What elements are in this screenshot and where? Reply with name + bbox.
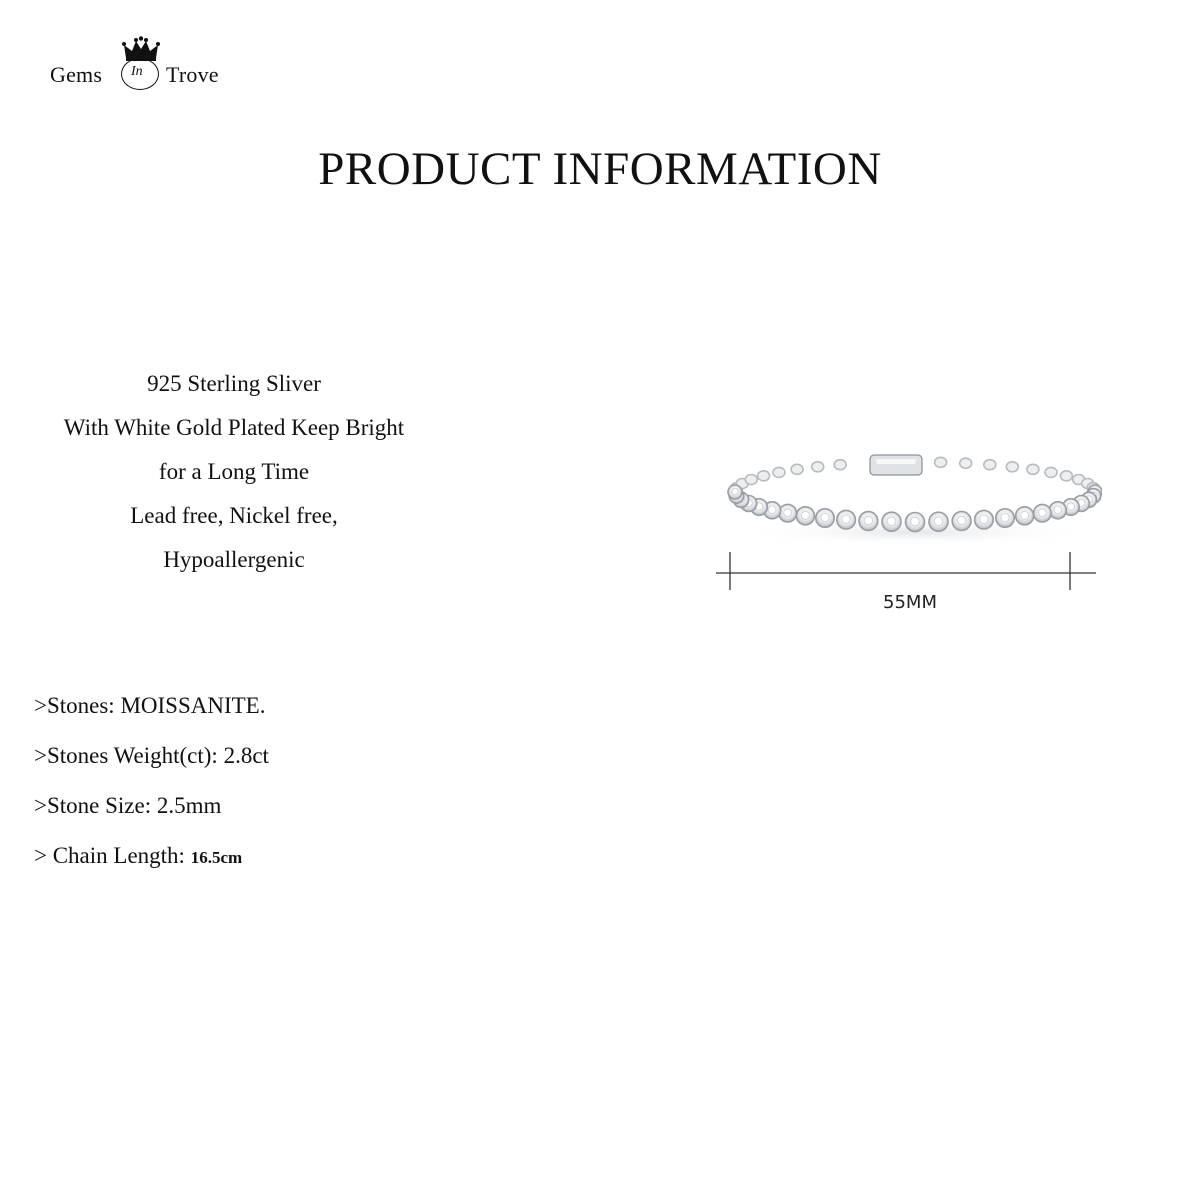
- brand-name-middle: In: [131, 64, 143, 79]
- stone-facet: [1067, 503, 1074, 510]
- spec-value: 16.5cm: [190, 848, 243, 867]
- page-title: PRODUCT INFORMATION: [318, 143, 882, 195]
- bracelet-link: [773, 467, 785, 477]
- spec-stone-size: [34, 784, 269, 834]
- bracelet-link: [960, 458, 972, 468]
- bracelet-link: [1006, 462, 1018, 472]
- spec-list: [34, 684, 269, 884]
- feature-line: Lead free, Nickel free,: [130, 503, 338, 528]
- brand-name-left: Gems: [50, 62, 103, 87]
- bracelet-link: [1045, 467, 1057, 477]
- spec-label: >Stone Size:: [34, 793, 157, 818]
- stone-facet: [1054, 506, 1062, 514]
- bracelet-link: [834, 460, 846, 470]
- clasp: [870, 455, 922, 475]
- spec-label: >Stones:: [34, 693, 121, 718]
- spec-stones: [34, 684, 269, 734]
- spec-value: 2.8ct: [223, 743, 269, 768]
- dimension-label: 55MM: [883, 592, 937, 613]
- bracelet-image: [712, 440, 1102, 600]
- spec-value: 2.5mm: [156, 793, 222, 818]
- stone-facet: [957, 516, 965, 524]
- bracelet-link: [758, 471, 770, 481]
- bracelet-link: [984, 460, 996, 470]
- feature-list: [20, 362, 448, 582]
- spec-chain-length: [34, 834, 269, 884]
- bracelet-link: [745, 475, 757, 485]
- stone-facet: [1038, 509, 1046, 517]
- stone-facet: [1021, 511, 1029, 519]
- bracelet-link: [791, 464, 803, 474]
- stone-facet: [801, 511, 809, 519]
- stone-facet: [732, 488, 738, 494]
- bracelet-link: [935, 457, 947, 467]
- brand-name-right: Trove: [166, 62, 219, 87]
- feature-line: for a Long Time: [158, 459, 310, 484]
- spec-stones-weight: [34, 734, 269, 784]
- feature-line: Hypoallergenic: [163, 547, 305, 572]
- stone-facet: [784, 509, 792, 517]
- stone-facet: [911, 517, 920, 526]
- bracelet-link: [812, 462, 824, 472]
- stone-facet: [1001, 513, 1009, 521]
- spec-value: MOISSANITE.: [120, 693, 266, 718]
- bracelet-link: [1027, 464, 1039, 474]
- feature-line: 925 Sterling Sliver: [147, 371, 321, 396]
- dimension-line: [716, 552, 1096, 590]
- stone-facet: [887, 517, 896, 526]
- spec-label: >Stones Weight(ct):: [34, 743, 224, 768]
- stone-facet: [842, 515, 850, 523]
- bracelet-link: [1060, 471, 1072, 481]
- stone-facet: [934, 517, 943, 526]
- stone-facet: [821, 513, 829, 521]
- stone-facet: [980, 515, 988, 523]
- feature-line: With White Gold Plated Keep Bright: [63, 415, 405, 440]
- spec-label: > Chain Length:: [34, 843, 191, 868]
- stone-facet: [768, 506, 776, 514]
- stone-facet: [864, 516, 872, 524]
- brand-logo: [48, 36, 248, 96]
